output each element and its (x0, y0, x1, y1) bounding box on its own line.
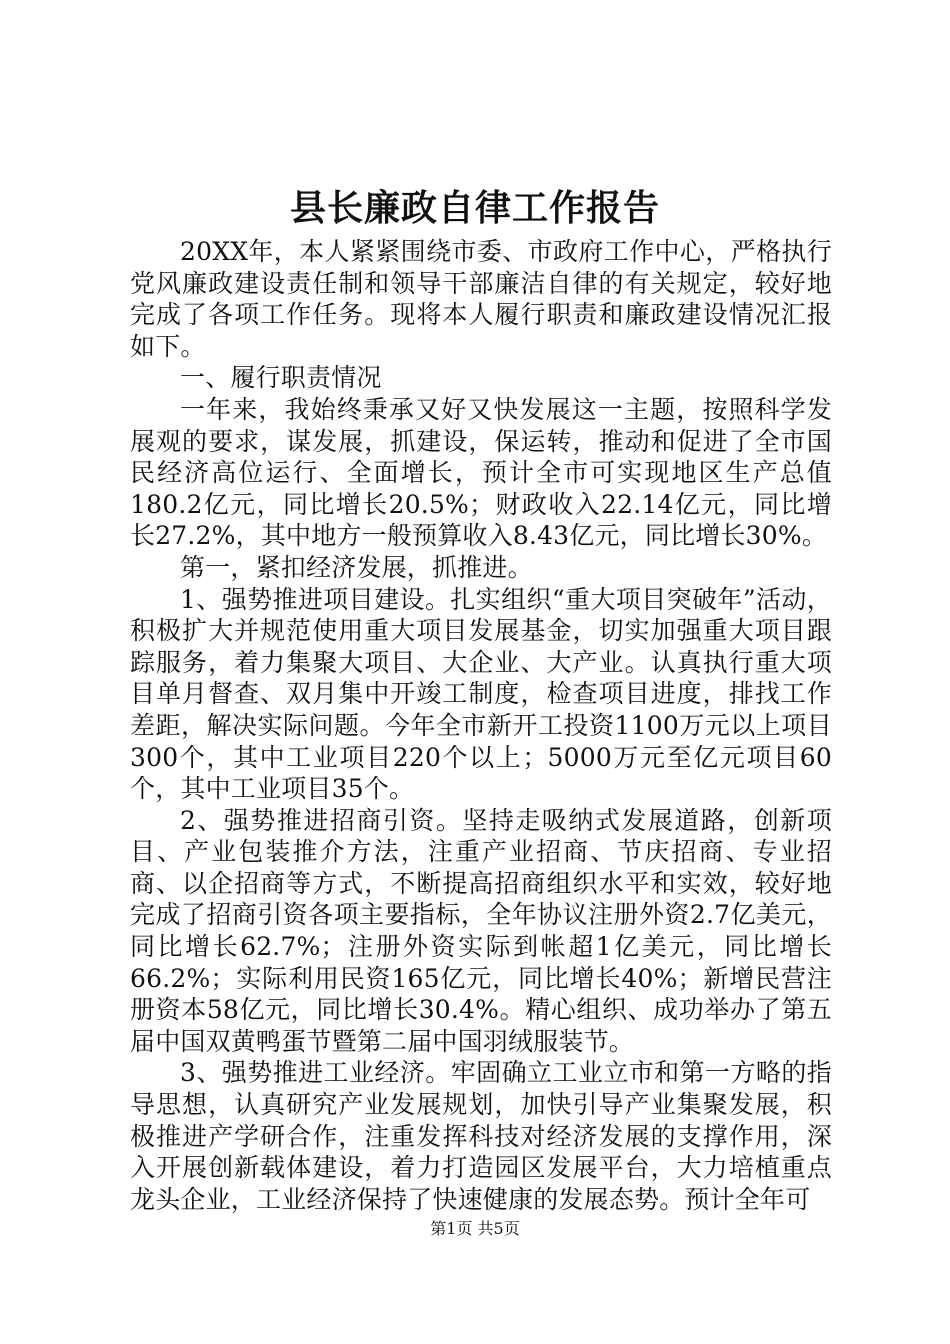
paragraph-investment: 2、强势推进招商引资。坚持走吸纳式发展道路，创新项目、产业包装推介方法，注重产业招商、节庆招商、专业招商、以企招商等方式，不断提高招商组织水平和实效，较好地完成了招商引资各项主要指标，全年协议注册外资2.7亿美元，同比增长62.7%；注册外资实际到帐超1亿美元，同比增长66.2%；实际利用民资165亿元，同比增长40%；新增民营注册资本58亿元，同比增长30.4%。精心组织、成功举办了第五届中国双黄鸭蛋节暨第二届中国羽绒服装节。 (130, 805, 832, 1056)
paragraph-summary: 一年来，我始终秉承又好又快发展这一主题，按照科学发展观的要求，谋发展，抓建设，保运转，推动和促进了全市国民经济高位运行、全面增长，预计全市可实现地区生产总值180.2亿元，同比增长20.5%；财政收入22.14亿元，同比增长27.2%，其中地方一般预算收入8.43亿元，同比增长30%。 (130, 394, 832, 551)
paragraph-intro: 20XX年，本人紧紧围绕市委、市政府工作中心，严格执行党风廉政建设责任制和领导干部廉洁自律的有关规定，较好地完成了各项工作任务。现将本人履行职责和廉政建设情况汇报如下。 (130, 237, 832, 361)
paragraph-projects: 1、强势推进项目建设。扎实组织“重大项目突破年”活动，积极扩大并规范使用重大项目发展基金，切实加强重大项目跟踪服务，着力集聚大项目、大企业、大产业。认真执行重大项目单月督查、双月集中开竣工制度，检查项目进度，排找工作差距，解决实际问题。今年全市新开工投资1100万元以上项目300个，其中工业项目220个以上；5000万元至亿元项目60个，其中工业项目35个。 (130, 584, 832, 804)
section-heading-duties: 一、履行职责情况 (180, 363, 382, 393)
subsection-heading-economy: 第一，紧扣经济发展，抓推进。 (180, 552, 533, 582)
document-title: 县长廉政自律工作报告 (289, 187, 660, 229)
page-footer: 第1页 共5页 (430, 1219, 520, 1238)
document-body (130, 236, 832, 1215)
paragraph-industry: 3、强势推进工业经济。牢固确立工业立市和第一方略的指导思想，认真研究产业发展规划，加快引导产业集聚发展，积极推进产学研合作，注重发挥科技对经济发展的支撑作用，深入开展创新载体建设，着力打造园区发展平台，大力培植重点龙头企业，工业经济保持了快速健康的发展态势。预计全年可 (130, 1058, 832, 1214)
